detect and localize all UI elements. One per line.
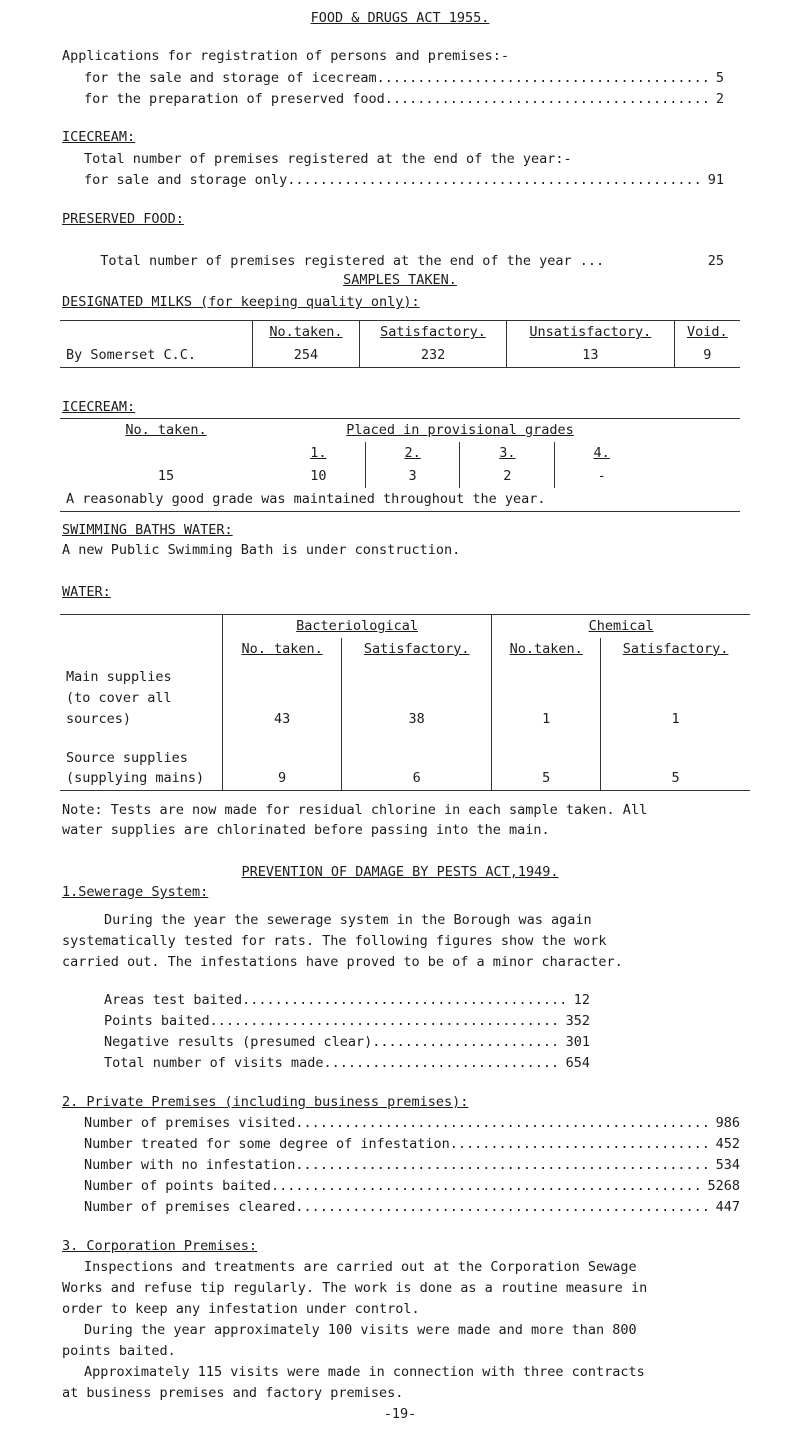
corporation-text-line: order to keep any infestation under control. [62, 1301, 420, 1317]
private-row [84, 1176, 740, 1197]
corporation-text-line: Inspections and treatments are carried out at the Corporation Sewage [84, 1259, 637, 1275]
icecream-samples-table [60, 418, 740, 512]
row-label: Total number of premises registered at the end of the year ... [100, 252, 605, 269]
row-label: Number of premises cleared [84, 1199, 296, 1215]
private-row [84, 1197, 740, 1218]
water-value: 1 [601, 661, 750, 731]
water-group-header: Bacteriological [223, 615, 492, 638]
sewerage-row [104, 990, 590, 1011]
grade-label: 2. [365, 442, 460, 465]
milks-value: 254 [253, 344, 360, 367]
milks-value: 9 [674, 344, 740, 367]
water-sub-header: No. taken. [223, 638, 342, 661]
row-label: Number of premises visited [84, 1115, 296, 1131]
row-value: 654 [565, 1055, 590, 1071]
label-line: Source supplies [66, 749, 188, 766]
sewerage-heading: 1.Sewerage System: [62, 884, 209, 900]
water-sub-header: No.taken. [492, 638, 601, 661]
sewerage-row [104, 1011, 590, 1032]
grade-value: 10 [310, 467, 327, 484]
milks-table [60, 320, 740, 368]
icecream-row [84, 170, 724, 191]
water-value: 5 [601, 731, 750, 791]
water-value: 9 [223, 731, 342, 791]
water-value: 38 [342, 661, 492, 731]
water-row-label [60, 731, 223, 791]
milks-header: Unsatisfactory. [507, 321, 674, 344]
col-header: Placed in provisional grades [272, 419, 648, 442]
row-label: Number of points baited [84, 1178, 271, 1194]
water-value: 1 [492, 661, 601, 731]
row-label: Negative results (presumed clear) [104, 1034, 373, 1050]
row-value: 12 [573, 992, 590, 1008]
label-line: Main supplies [66, 669, 172, 686]
water-heading: WATER: [62, 584, 111, 600]
applications-row [84, 68, 724, 89]
row-value: 5268 [707, 1178, 740, 1194]
water-note-line: water supplies are chlorinated before passing into the main. [62, 822, 550, 838]
water-value: 43 [223, 661, 342, 731]
applications-heading: Applications for registration of persons and premises:- [62, 48, 510, 64]
grade-value: - [555, 465, 648, 488]
water-value: 6 [342, 731, 492, 791]
corporation-text-line: During the year approximately 100 visits were made and more than 800 [84, 1322, 637, 1338]
swimming-text: A new Public Swimming Bath is under construction. [62, 542, 461, 558]
milks-value: 232 [359, 344, 506, 367]
row-value: 447 [715, 1199, 740, 1215]
row-value: 91 [707, 172, 724, 188]
row-value: 5 [715, 70, 724, 86]
milks-header: Void. [674, 321, 740, 344]
water-sub-header: Satisfactory. [342, 638, 492, 661]
swimming-heading: SWIMMING BATHS WATER: [62, 522, 233, 538]
sewerage-text-line: systematically tested for rats. The following figures show the work [62, 933, 607, 949]
milks-header: Satisfactory. [359, 321, 506, 344]
corporation-text-line: Approximately 115 visits were made in connection with three contracts [84, 1364, 645, 1380]
page-number: -19- [383, 1406, 417, 1422]
col-header: No. taken. [60, 419, 272, 442]
row-label: Number with no infestation [84, 1157, 296, 1173]
label-line: (supplying mains) [66, 770, 205, 787]
grade-value: 2 [460, 465, 555, 488]
sewerage-text-line: carried out. The infestations have proved to be of a minor character. [62, 954, 623, 970]
preserved-heading: PRESERVED FOOD: [62, 211, 184, 227]
row-value: 534 [715, 1157, 740, 1173]
icecream-heading: ICECREAM: [62, 129, 136, 145]
private-premises-heading: 2. Private Premises (including business premises): [62, 1094, 469, 1110]
private-row [84, 1155, 740, 1176]
row-label: for the sale and storage of icecream [84, 70, 377, 86]
milks-header: No.taken. [253, 321, 360, 344]
samples-title: SAMPLES TAKEN. [343, 272, 457, 288]
water-row-label [60, 661, 223, 731]
row-value: 452 [715, 1136, 740, 1152]
preserved-row [84, 230, 724, 272]
corporation-text-line: Works and refuse tip regularly. The work is done as a routine measure in [62, 1280, 648, 1296]
row-value: 986 [715, 1115, 740, 1131]
row-label: Number treated for some degree of infestation [84, 1136, 450, 1152]
row-value: 301 [565, 1034, 590, 1050]
icecream-total-text: Total number of premises registered at the end of the year:- [84, 151, 572, 167]
pests-title: PREVENTION OF DAMAGE BY PESTS ACT,1949. [241, 864, 559, 880]
icecream-samples-heading: ICECREAM: [62, 399, 136, 415]
grade-value: 3 [365, 465, 460, 488]
water-sub-header: Satisfactory. [601, 638, 750, 661]
icecream-note: A reasonably good grade was maintained throughout the year. [60, 488, 740, 511]
water-group-header: Chemical [492, 615, 750, 638]
row-label: for the preparation of preserved food [84, 91, 385, 107]
row-label: for sale and storage only [84, 172, 288, 188]
label-line: sources) [66, 710, 132, 727]
applications-row [84, 89, 724, 110]
corporation-text-line: points baited. [62, 1343, 176, 1359]
private-row [84, 1134, 740, 1155]
row-label: Points baited [104, 1013, 210, 1029]
sewerage-text-line: During the year the sewerage system in the Borough was again [104, 912, 592, 928]
taken-value: 15 [157, 467, 175, 484]
row-value: 2 [715, 91, 724, 107]
private-row [84, 1113, 740, 1134]
sewerage-row [104, 1053, 590, 1074]
milks-value: 13 [507, 344, 674, 367]
grade-label: 4. [555, 442, 648, 465]
corporation-text-line: at business premises and factory premises. [62, 1385, 404, 1401]
water-note-line: Note: Tests are now made for residual chlorine in each sample taken. All [62, 802, 648, 818]
sewerage-row [104, 1032, 590, 1053]
water-value: 5 [492, 731, 601, 791]
grade-label: 3. [460, 442, 555, 465]
label-line: (to cover all [66, 690, 172, 706]
corporation-premises-heading: 3. Corporation Premises: [62, 1238, 258, 1254]
milks-row-label: By Somerset C.C. [60, 344, 253, 367]
grade-label: 1. [310, 444, 327, 461]
row-value: 352 [565, 1013, 590, 1029]
page-title: FOOD & DRUGS ACT 1955. [310, 10, 490, 26]
milks-heading: DESIGNATED MILKS (for keeping quality only): [62, 294, 420, 310]
row-label: Total number of visits made [104, 1055, 324, 1071]
row-value: 25 [707, 252, 724, 269]
row-label: Areas test baited [104, 992, 243, 1008]
water-table [60, 614, 750, 791]
